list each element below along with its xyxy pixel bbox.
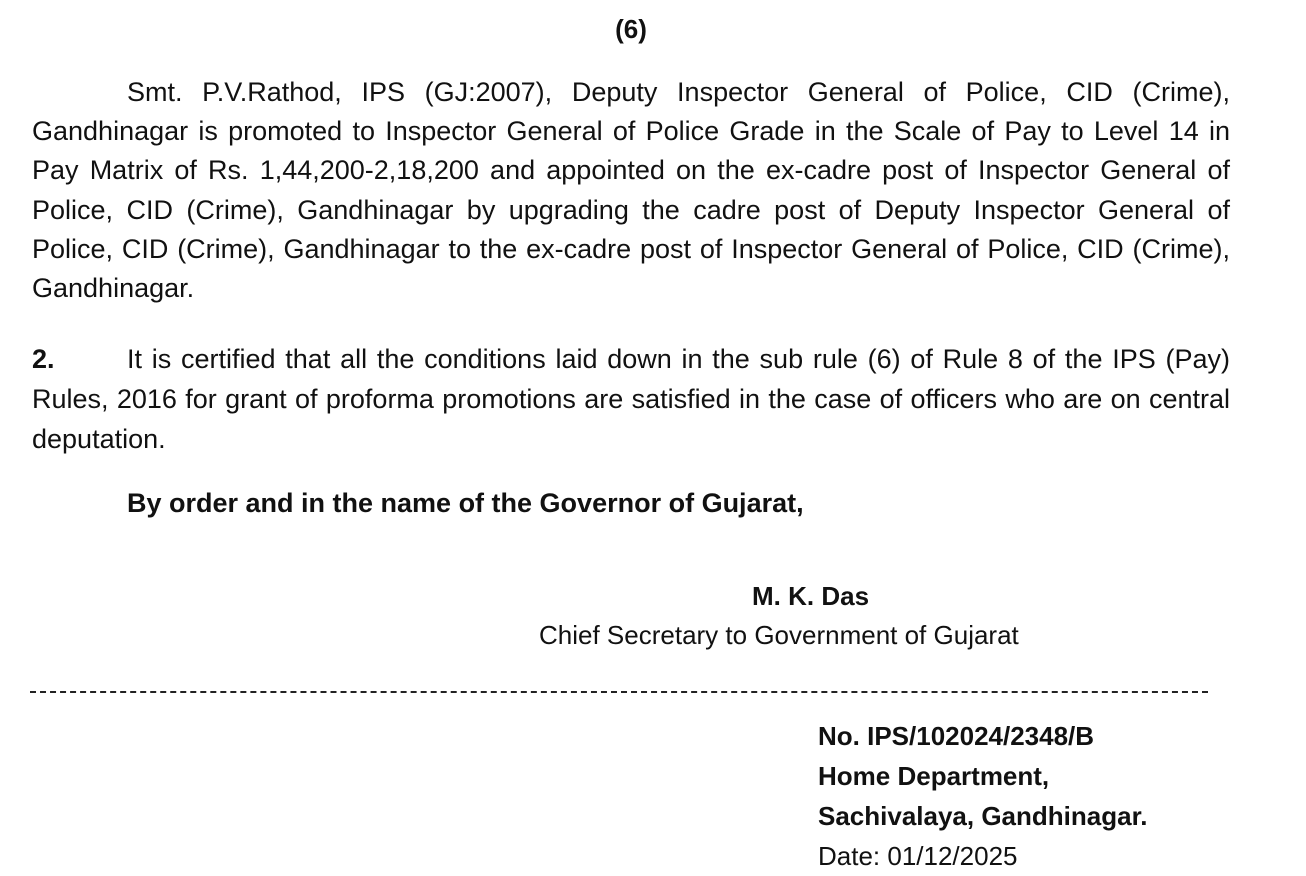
signatory-title: Chief Secretary to Government of Gujarat (539, 620, 1019, 650)
issue-date: Date: 01/12/2025 (818, 841, 1018, 871)
signatory-name: M. K. Das (752, 581, 870, 611)
paragraph-number: 2. (32, 344, 55, 374)
department-name: Home Department, (818, 761, 1050, 791)
reference-number: No. IPS/102024/2348/B (818, 721, 1095, 751)
paragraph-2-text: It is certified that all the conditions laid down in the sub rule (6) of Rule 8 of the IPS (Pay) Rules, 2016 for grant of proforma promotions are satisfied in the case of officers who are on central deputation. (32, 344, 1230, 454)
by-order-line: By order and in the name of the Governor of Gujarat, (127, 488, 804, 518)
office-address: Sachivalaya, Gandhinagar. (818, 801, 1148, 831)
page-number: (6) (615, 14, 647, 44)
order-paragraph-1: Smt. P.V.Rathod, IPS (GJ:2007), Deputy Inspector General of Police, CID (Crime), Gandhinagar is promoted to Inspector General of Police Grade in the Scale of Pay to Level 14 in Pay Matrix of Rs. 1,44,200-2,18,200 and appointed on the ex-cadre post of Inspector General of Police, CID (Crime), Gandhinagar by upgrading the cadre post of Deputy Inspector General of Police, CID (Crime), Gandhinagar to the ex-cadre post of Inspector General of Police, CID (Crime), Gandhinagar. (32, 77, 1230, 304)
dashed-divider (30, 691, 1208, 693)
reference-block (818, 716, 1147, 876)
order-paragraph-2 (32, 339, 1230, 459)
